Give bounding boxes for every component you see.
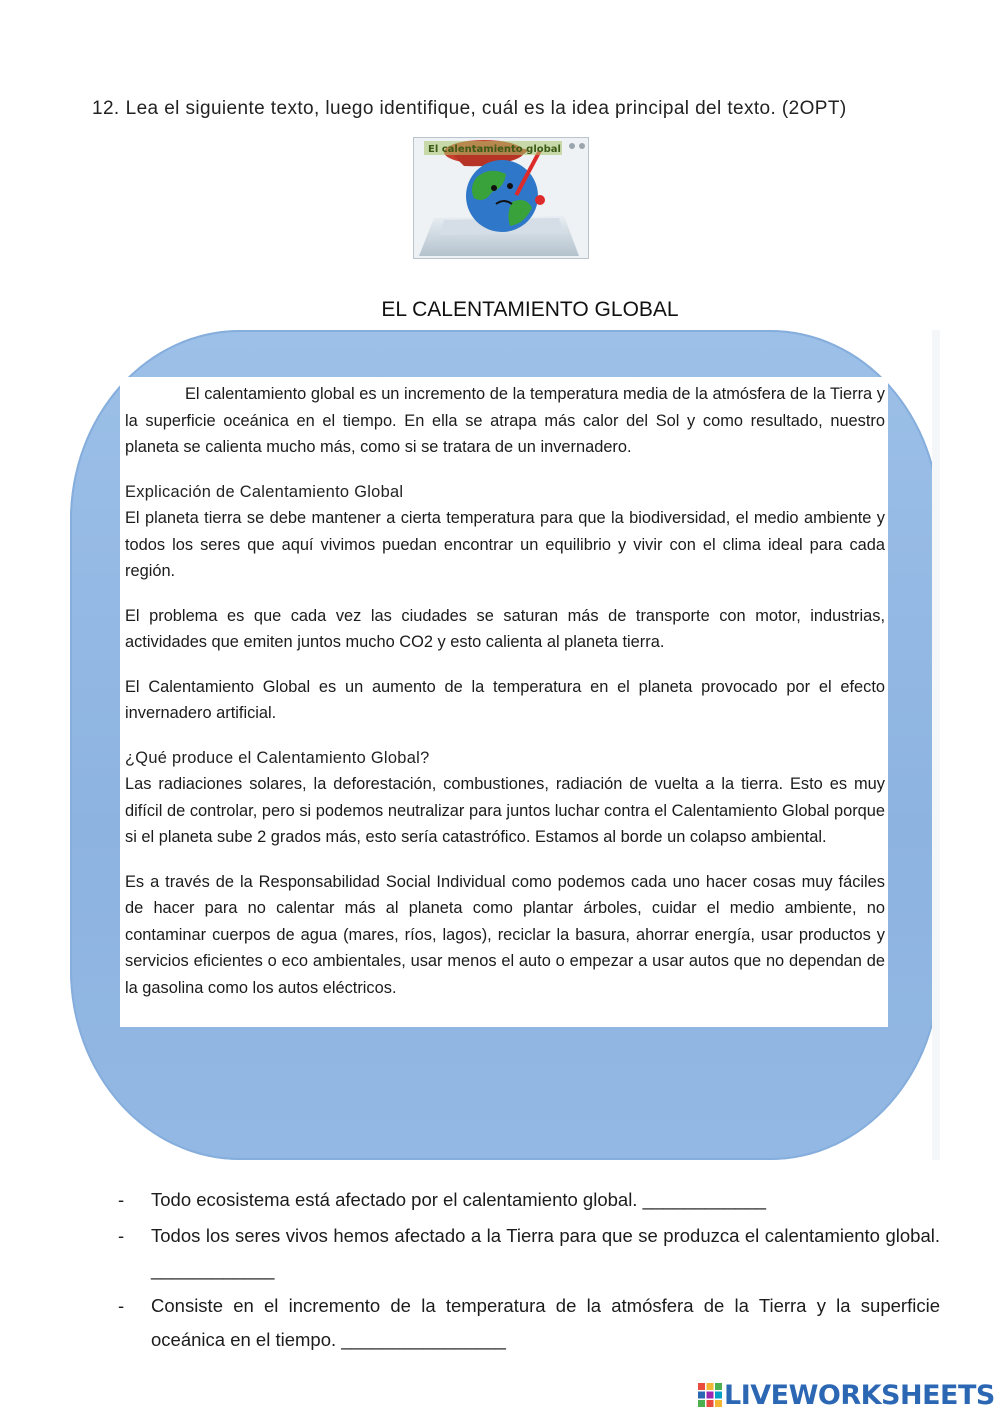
global-warming-illustration — [413, 137, 589, 259]
article-intro: El calentamiento global es un incremento de la temperatura media de la atmósfera de la Tierra y la superficie oceánica en el tiempo. En ella se atrapa más calor del Sol y como resultado, nuestro planeta se calienta mucho más, como si se tratara de un invernadero. — [125, 385, 885, 456]
liveworksheets-mark-icon — [698, 1383, 722, 1407]
statement-item[interactable] — [118, 1219, 940, 1287]
article-title: EL CALENTAMIENTO GLOBAL — [381, 298, 679, 321]
liveworksheets-logo[interactable] — [698, 1378, 995, 1412]
statement-text: Todo ecosistema está afectado por el calentamiento global. ____________ — [151, 1189, 767, 1210]
statement-item[interactable] — [118, 1289, 940, 1357]
liveworksheets-wordmark: LIVEWORKSHEETS — [724, 1379, 995, 1411]
paragraph-equilibrium: El planeta tierra se debe mantener a cierta temperatura para que la biodiversidad, el medio ambiente y todos los seres que aquí vivimos puedan encontrar un equilibrio y vivir con el clima ideal para cada región. — [125, 509, 885, 580]
question-prompt — [92, 98, 952, 120]
statement-bullet: - — [118, 1225, 125, 1246]
statement-text: Todos los seres vivos hemos afectado a la Tierra para que se produzca el calentamiento global. ____________ — [151, 1225, 940, 1280]
paragraph-definition: El Calentamiento Global es un aumento de la temperatura en el planeta provocado por el efecto invernadero artificial. — [125, 677, 885, 722]
statement-item[interactable] — [118, 1183, 940, 1217]
statement-bullet: - — [118, 1295, 125, 1316]
statement-list — [118, 1183, 940, 1359]
paragraph-causes: Las radiaciones solares, la deforestación, combustiones, radiación de vuelta a la tierra. Esto es muy difícil de controlar, pero si podemos neutralizar para juntos luchar contra el Calentamiento Global porque si el planeta sube 2 grados más, esto sería catastrófico. Estamos al borde un colapso ambiental. — [125, 775, 885, 846]
statement-text: Consiste en el incremento de la temperatura de la atmósfera de la Tierra y la superficie oceánica en el tiempo. ________________ — [151, 1295, 940, 1350]
question-text: Lea el siguiente texto, luego identifique, cuál es la idea principal del texto. (2OPT) — [125, 98, 847, 119]
paragraph-responsibility: Es a través de la Responsabilidad Social Individual como podemos cada uno hacer cosas muy fáciles de hacer para no calentar más al planeta como plantar árboles, cuidar el medio ambiente, no contaminar cuerpos de agua (mares, ríos, lagos), reciclar la basura, ahorrar energía, usar productos y servicios eficientes o eco ambientales, usar menos el auto o empezar a usar autos que no dependan de la gasolina como los autos eléctricos. — [125, 872, 885, 997]
paragraph-problem: El problema es que cada vez las ciudades se saturan más de transporte con motor, industrias, actividades que emiten juntos mucho CO2 y esto calienta al planeta tierra. — [125, 606, 885, 651]
article-text-box — [120, 377, 888, 1027]
illustration-caption: El calentamiento global — [428, 144, 561, 155]
panel-edge — [932, 330, 940, 1160]
section-heading-causes: ¿Qué produce el Calentamiento Global? — [125, 748, 430, 767]
section-heading-explanation: Explicación de Calentamiento Global — [125, 482, 404, 501]
question-number: 12. — [92, 98, 120, 119]
melting-earth-icon — [414, 138, 588, 258]
statement-bullet: - — [118, 1189, 125, 1210]
